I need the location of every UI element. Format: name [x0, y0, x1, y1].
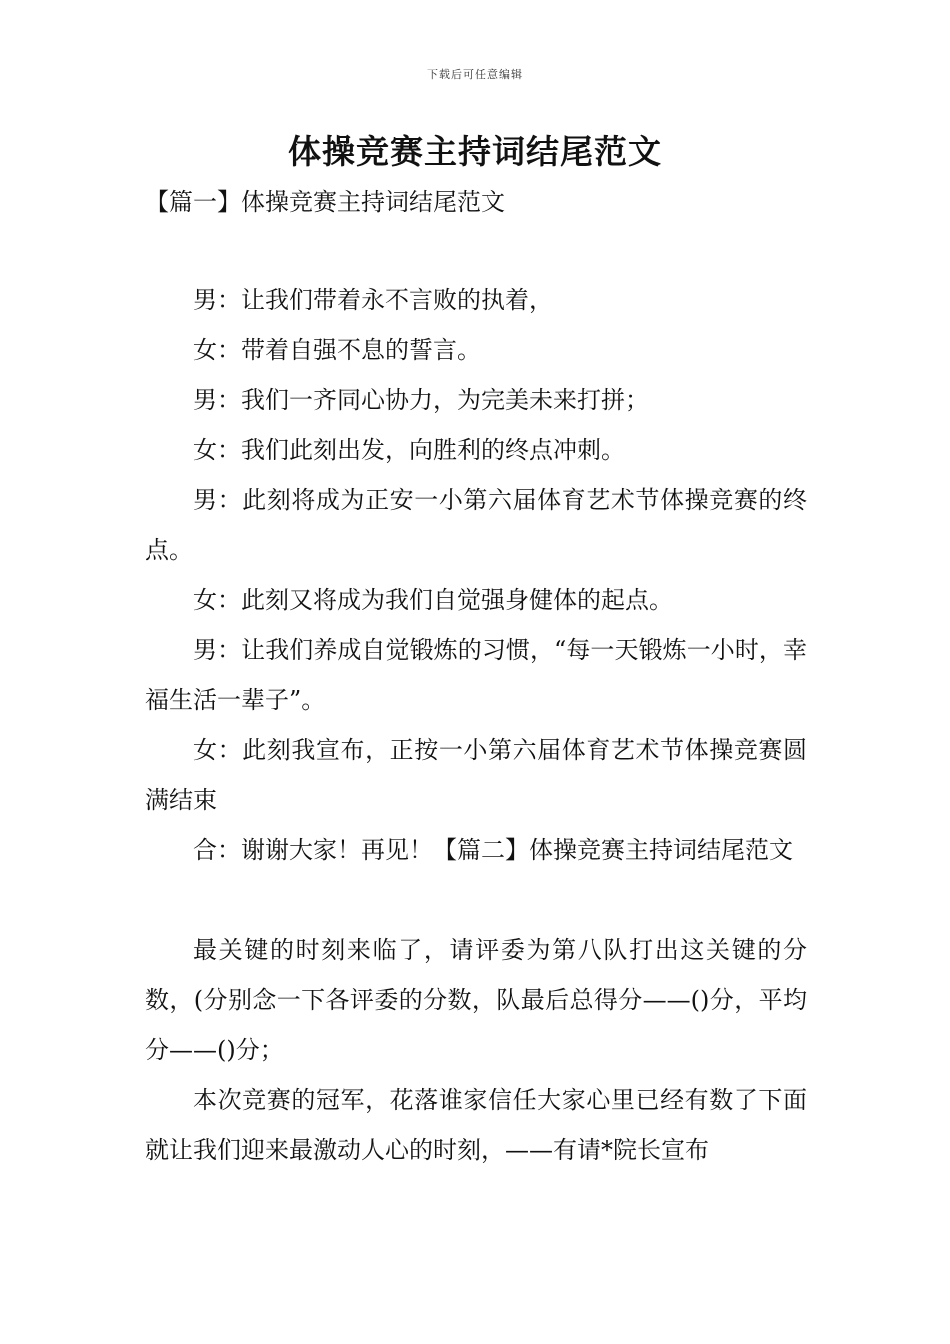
- paragraph: 男：让我们养成自觉锻炼的习惯，“每一天锻炼一小时，幸福生活一辈子”。: [145, 636, 807, 714]
- paragraph: 男：让我们带着永不言败的执着，: [193, 286, 553, 314]
- paragraph: 男：我们一齐同心协力，为完美未来打拼；: [193, 386, 649, 414]
- paragraph-gap: [145, 875, 807, 925]
- document-body: [145, 275, 807, 1175]
- paragraph: 女：我们此刻出发，向胜利的终点冲刺。: [193, 436, 625, 464]
- paragraph: 女：此刻又将成为我们自觉强身健体的起点。: [193, 586, 673, 614]
- paragraph: 合：谢谢大家！再见！【篇二】体操竞赛主持词结尾范文: [193, 836, 793, 864]
- paragraph: 女：此刻我宣布，正按一小第六届体育艺术节体操竞赛圆满结束: [145, 736, 807, 814]
- paragraph: 本次竞赛的冠军，花落谁家信任大家心里已经有数了下面就让我们迎来最激动人心的时刻，——有请*院长宣布: [145, 1086, 807, 1164]
- document-title: 体操竞赛主持词结尾范文: [288, 132, 662, 171]
- header-note: 下载后可任意编辑: [427, 68, 523, 81]
- paragraph: 女：带着自强不息的誓言。: [193, 336, 481, 364]
- paragraph: 男：此刻将成为正安一小第六届体育艺术节体操竞赛的终点。: [145, 486, 807, 564]
- paragraph: 最关键的时刻来临了，请评委为第八队打出这关键的分数，(分别念一下各评委的分数，队最后总得分——()分，平均分——()分；: [145, 936, 807, 1064]
- section-title: 【篇一】体操竞赛主持词结尾范文: [145, 188, 505, 216]
